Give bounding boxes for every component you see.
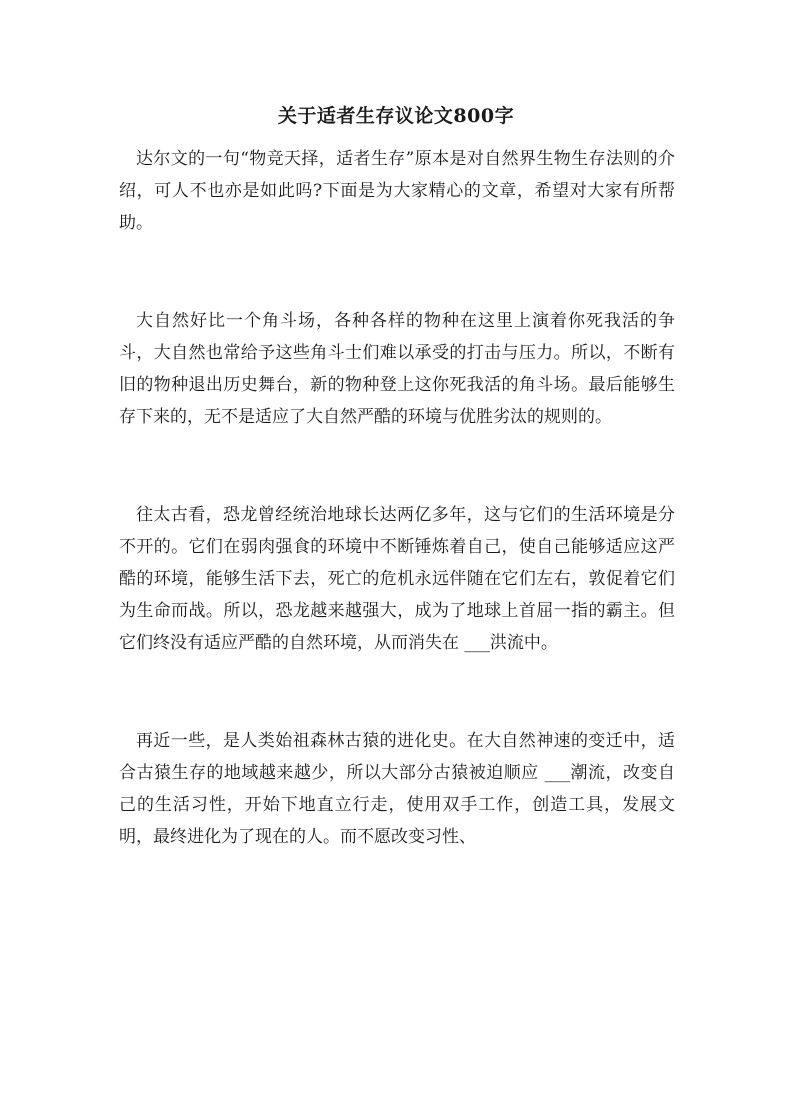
paragraph: 往太古看，恐龙曾经统治地球长达两亿多年，这与它们的生活环境是分不开的。它们在弱肉强食的环境中不断锤炼着自己，使自己能够适应这严酷的环境，能够生活下去，死亡的危机永远伴随在它们左右，敦促着它们为生命而战。所以，恐龙越来越强大，成为了地球上首屈一指的霸主。但它们终没有适应严酷的自然环境，从而消失在 ___洪流中。 xyxy=(119,505,675,653)
paragraph: 达尔文的一句“物竞天择，适者生存”原本是对自然界生物生存法则的介绍，可人不也亦是如此吗?下面是为大家精心的文章，希望对大家有所帮助。 xyxy=(119,149,675,233)
paragraph-spacer xyxy=(119,433,675,499)
paragraph: 再近一些，是人类始祖森林古猿的进化史。在大自然神速的变迁中，适合古猿生存的地域越来越少，所以大部分古猿被迫顺应 ___潮流，改变自己的生活习性，开始下地直立行走，使用双手工作，创造工具，发展文明，最终进化为了现在的人。而不愿改变习性、 xyxy=(119,731,675,847)
paragraph-spacer xyxy=(119,239,675,305)
paragraph-spacer xyxy=(119,659,675,725)
document-body xyxy=(119,143,675,853)
document-title: 关于适者生存议论文800字 xyxy=(277,105,515,127)
paragraph: 大自然好比一个角斗场，各种各样的物种在这里上演着你死我活的争斗，大自然也常给予这些角斗士们难以承受的打击与压力。所以，不断有旧的物种退出历史舞台，新的物种登上这你死我活的角斗场。最后能够生存下来的，无不是适应了大自然严酷的环境与优胜劣汰的规则的。 xyxy=(119,311,675,427)
